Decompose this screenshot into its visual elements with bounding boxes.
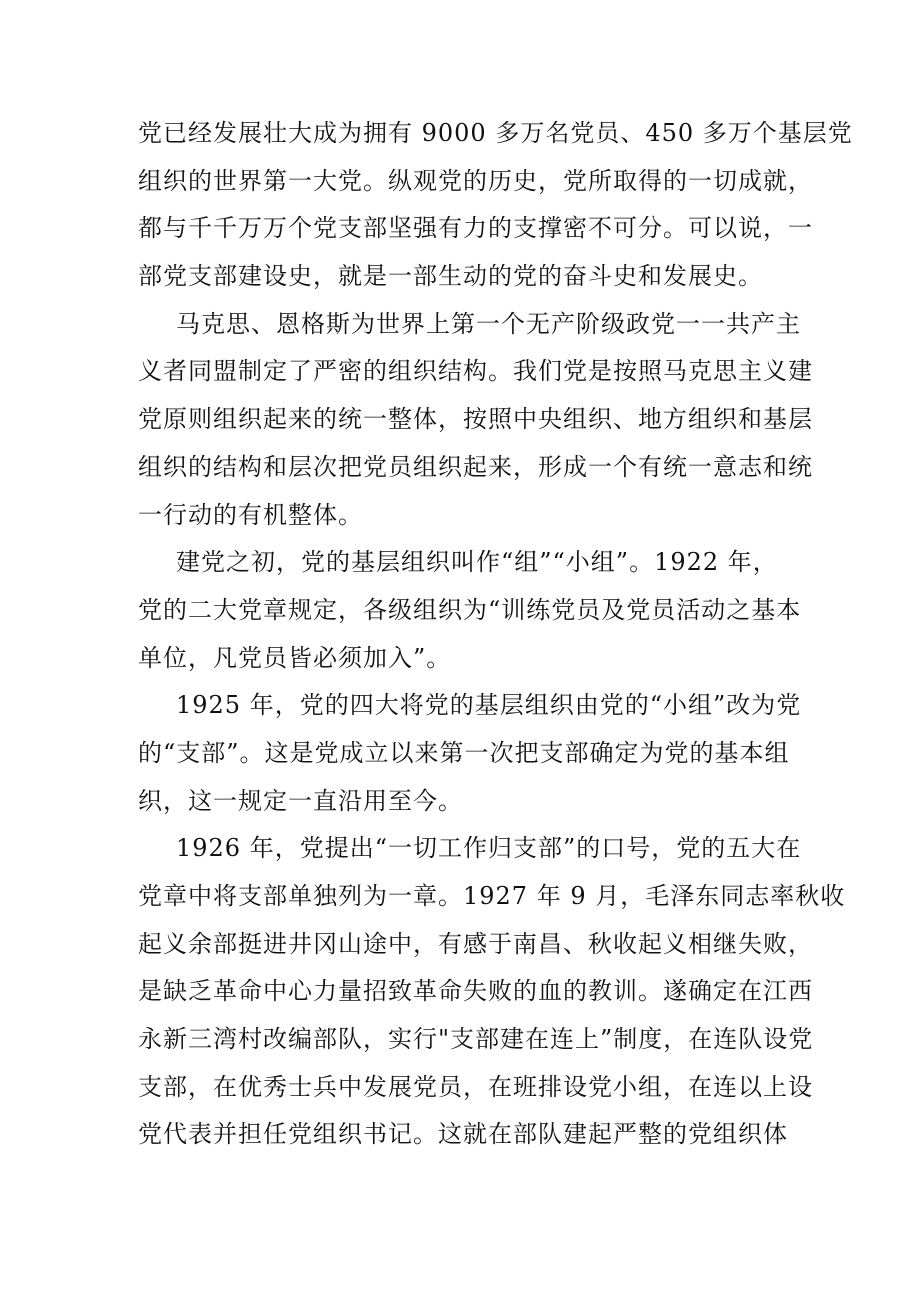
text-line: 党的二大党章规定，各级组织为“训练党员及党员活动之基本 — [138, 595, 802, 624]
body-text — [138, 110, 853, 1159]
text-line: 都与千千万万个党支部坚强有力的支撑密不可分。可以说，一 — [138, 214, 813, 243]
text-line: 组织的世界第一大党。纵观党的历史，党所取得的一切成就， — [138, 166, 813, 195]
text-line: 一行动的有机整体。 — [138, 500, 363, 529]
text-line: 永新三湾村改编部队，实行"支部建在连上”制度，在连队设党 — [138, 1025, 814, 1054]
text-line: 马克思、恩格斯为世界上第一个无产阶级政党一一共产主 — [176, 309, 801, 338]
text-line: 部党支部建设史，就是一部生动的党的奋斗史和发展史。 — [138, 262, 763, 291]
text-line: 建党之初，党的基层组织叫作“组”“小组”。1922 年， — [176, 548, 778, 577]
text-line: 1926 年，党提出“一切工作归支部”的口号，党的五大在 — [176, 834, 802, 863]
text-line: 的“支部”。这是党成立以来第一次把支部确定为党的基本组 — [138, 738, 790, 767]
text-line: 党原则组织起来的统一整体，按照中央组织、地方组织和基层 — [138, 405, 813, 434]
text-line: 组织的结构和层次把党员组织起来，形成一个有统一意志和统 — [138, 452, 813, 481]
text-line: 义者同盟制定了严密的组织结构。我们党是按照马克思主义建 — [138, 357, 813, 386]
text-line: 1925 年，党的四大将党的基层组织由党的“小组”改为党 — [176, 691, 802, 720]
text-line: 是缺乏革命中心力量招致革命失败的血的教训。遂确定在江西 — [138, 977, 813, 1006]
text-line: 单位，凡党员皆必须加入”。 — [138, 643, 452, 672]
text-line: 支部，在优秀士兵中发展党员，在班排设党小组，在连以上设 — [138, 1072, 813, 1101]
text-line: 党已经发展壮大成为拥有 9000 多万名党员、450 多万个基层党 — [138, 119, 853, 147]
text-line: 党代表并担任党组织书记。这就在部队建起严整的党组织体 — [138, 1120, 788, 1149]
text-line: 党章中将支部单独列为一章。1927 年 9 月，毛泽东同志率秋收 — [138, 882, 846, 910]
text-line: 起义余部挺进井冈山途中，有感于南昌、秋收起义相继失败， — [138, 929, 813, 958]
text-line: 织，这一规定一直沿用至今。 — [138, 786, 463, 815]
